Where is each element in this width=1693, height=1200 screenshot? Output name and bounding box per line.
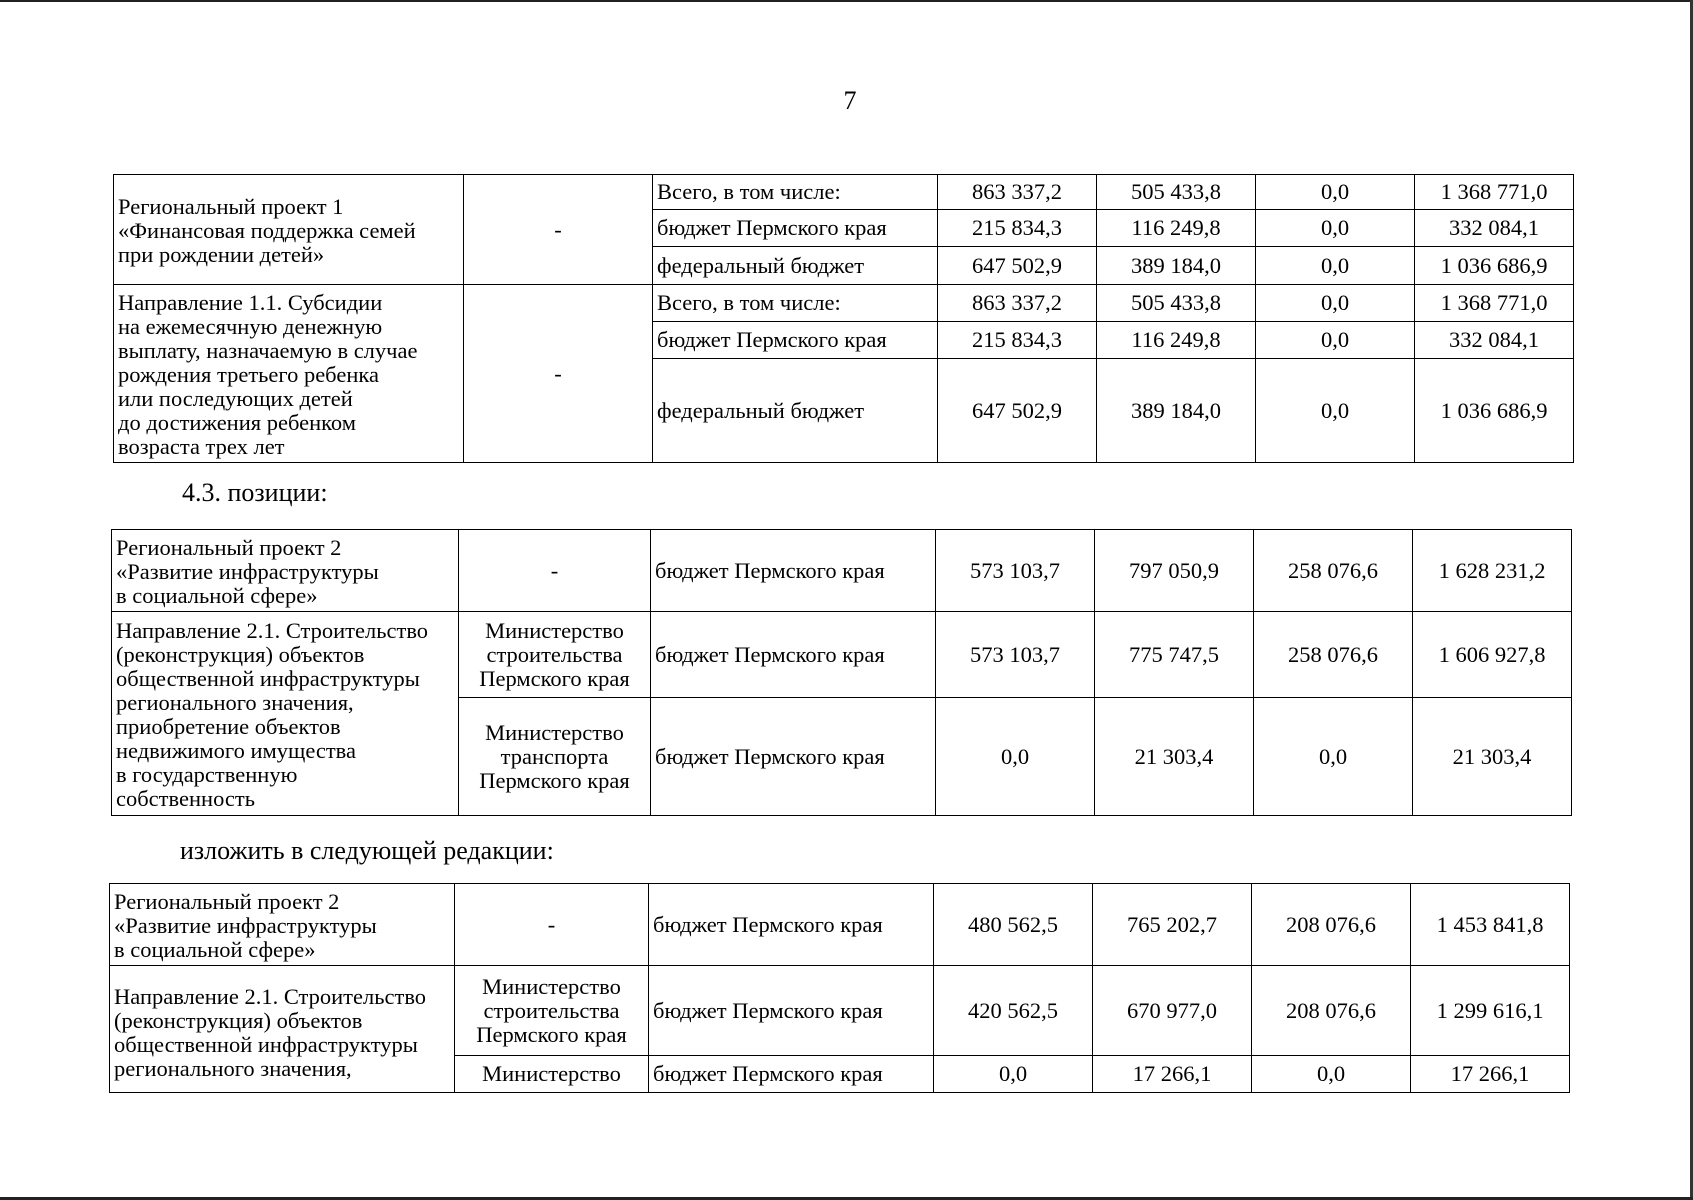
total-cell: 17 266,1 [1411, 1056, 1570, 1093]
value-cell: 0,0 [934, 1056, 1093, 1093]
direction-name-cell: Направление 2.1. Строительство (реконструкция) объектов общественной инфраструктуры регионального значения, приобретение объектов недвижимого имущества в государственную собственность [112, 612, 459, 816]
value-cell: 797 050,9 [1095, 530, 1254, 612]
value-cell: 258 076,6 [1254, 612, 1413, 698]
total-cell: 1 036 686,9 [1415, 359, 1574, 463]
direction-name-cell: Направление 1.1. Субсидии на ежемесячную денежную выплату, назначаемую в случае рождения третьего ребенка или последующих детей до достижения ребенком возраста трех лет [114, 285, 464, 463]
executor-cell: Министерство строительства Пермского края [459, 612, 651, 698]
total-cell: 1 299 616,1 [1411, 966, 1570, 1056]
value-cell: 116 249,8 [1097, 322, 1256, 359]
table-row [114, 175, 1574, 210]
funding-source-cell: бюджет Пермского края [651, 530, 936, 612]
funding-source-cell: бюджет Пермского края [651, 698, 936, 816]
project-name-cell: Региональный проект 2 «Развитие инфраструктуры в социальной сфере» [112, 530, 459, 612]
value-cell: 116 249,8 [1097, 210, 1256, 247]
funding-source-cell: бюджет Пермского края [649, 966, 934, 1056]
value-cell: 215 834,3 [938, 322, 1097, 359]
executor-cell: Министерство транспорта Пермского края [459, 698, 651, 816]
executor-cell: - [464, 175, 653, 285]
scan-top-edge [0, 0, 1693, 2]
value-cell: 0,0 [1252, 1056, 1411, 1093]
total-cell: 1 368 771,0 [1415, 175, 1574, 210]
value-cell: 215 834,3 [938, 210, 1097, 247]
table-regional-project-2-new [109, 883, 1570, 1093]
value-cell: 17 266,1 [1093, 1056, 1252, 1093]
executor-cell: Министерство строительства Пермского края [455, 966, 649, 1056]
value-cell: 573 103,7 [936, 530, 1095, 612]
value-cell: 647 502,9 [938, 247, 1097, 285]
value-cell: 647 502,9 [938, 359, 1097, 463]
value-cell: 0,0 [1256, 285, 1415, 322]
project-name-cell: Региональный проект 2 «Развитие инфраструктуры в социальной сфере» [110, 884, 455, 966]
value-cell: 0,0 [1256, 247, 1415, 285]
value-cell: 389 184,0 [1097, 247, 1256, 285]
total-cell: 1 453 841,8 [1411, 884, 1570, 966]
value-cell: 670 977,0 [1093, 966, 1252, 1056]
total-cell: 1 368 771,0 [1415, 285, 1574, 322]
value-cell: 21 303,4 [1095, 698, 1254, 816]
funding-source-cell: федеральный бюджет [653, 247, 938, 285]
table-row [112, 530, 1572, 612]
table-regional-project-1 [113, 174, 1574, 463]
value-cell: 208 076,6 [1252, 966, 1411, 1056]
table-row [114, 285, 1574, 322]
value-cell: 775 747,5 [1095, 612, 1254, 698]
value-cell: 505 433,8 [1097, 175, 1256, 210]
project-name-cell: Региональный проект 1 «Финансовая поддержка семей при рождении детей» [114, 175, 464, 285]
section-heading-4-3: 4.3. позиции: [182, 478, 328, 507]
value-cell: 0,0 [1256, 359, 1415, 463]
executor-cell: - [459, 530, 651, 612]
funding-source-cell: бюджет Пермского края [651, 612, 936, 698]
executor-cell: - [464, 285, 653, 463]
value-cell: 573 103,7 [936, 612, 1095, 698]
value-cell: 389 184,0 [1097, 359, 1256, 463]
table-regional-project-2-old [111, 529, 1572, 816]
executor-cell: - [455, 884, 649, 966]
value-cell: 0,0 [1256, 175, 1415, 210]
total-cell: 21 303,4 [1413, 698, 1572, 816]
executor-cell: Министерство [455, 1056, 649, 1093]
table-row [112, 612, 1572, 698]
funding-source-cell: бюджет Пермского края [649, 1056, 934, 1093]
total-cell: 1 628 231,2 [1413, 530, 1572, 612]
total-cell: 1 606 927,8 [1413, 612, 1572, 698]
funding-source-cell: Всего, в том числе: [653, 175, 938, 210]
value-cell: 0,0 [1256, 210, 1415, 247]
page-number: 7 [843, 86, 857, 115]
value-cell: 505 433,8 [1097, 285, 1256, 322]
value-cell: 0,0 [936, 698, 1095, 816]
value-cell: 863 337,2 [938, 285, 1097, 322]
funding-source-cell: бюджет Пермского края [653, 322, 938, 359]
direction-name-cell: Направление 2.1. Строительство (реконструкция) объектов общественной инфраструктуры регионального значения, [110, 966, 455, 1093]
value-cell: 208 076,6 [1252, 884, 1411, 966]
value-cell: 863 337,2 [938, 175, 1097, 210]
total-cell: 332 084,1 [1415, 210, 1574, 247]
value-cell: 420 562,5 [934, 966, 1093, 1056]
table-row [110, 884, 1570, 966]
section-heading-new-edition: изложить в следующей редакции: [180, 836, 554, 865]
funding-source-cell: Всего, в том числе: [653, 285, 938, 322]
funding-source-cell: федеральный бюджет [653, 359, 938, 463]
value-cell: 258 076,6 [1254, 530, 1413, 612]
table-row [110, 966, 1570, 1056]
value-cell: 0,0 [1254, 698, 1413, 816]
funding-source-cell: бюджет Пермского края [649, 884, 934, 966]
total-cell: 1 036 686,9 [1415, 247, 1574, 285]
total-cell: 332 084,1 [1415, 322, 1574, 359]
value-cell: 0,0 [1256, 322, 1415, 359]
value-cell: 480 562,5 [934, 884, 1093, 966]
value-cell: 765 202,7 [1093, 884, 1252, 966]
funding-source-cell: бюджет Пермского края [653, 210, 938, 247]
